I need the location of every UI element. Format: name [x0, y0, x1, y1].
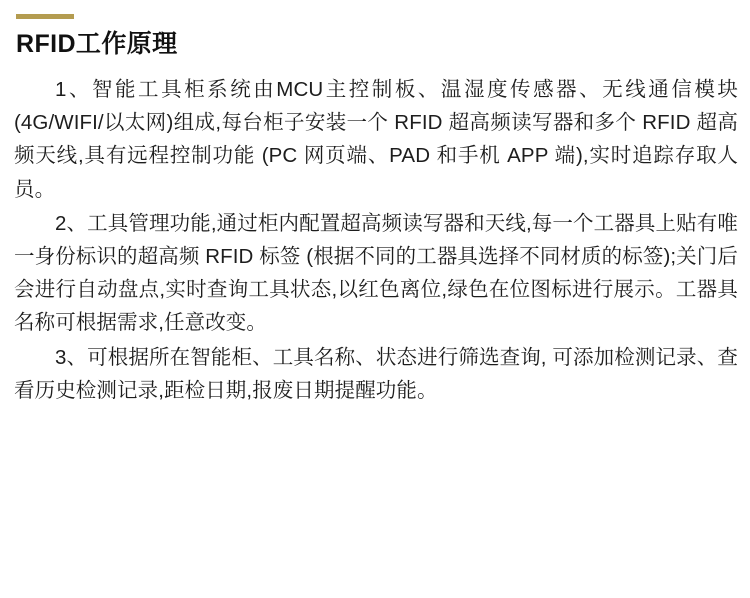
document-body [14, 73, 738, 407]
title-accent-rule [16, 14, 74, 19]
body-paragraph: 2、工具管理功能,通过柜内配置超高频读写器和天线,每一个工器具上贴有唯一身份标识的超高频 RFID 标签 (根据不同的工器具选择不同材质的标签);关门后会进行自动盘点,实时查询工具状态,以红色离位,绿色在位图标进行展示。工器具名称可根据需求,任意改变。 [14, 211, 738, 335]
page-title: RFID工作原理 [16, 30, 178, 58]
body-paragraph: 1、智能工具柜系统由MCU主控制板、温湿度传感器、无线通信模块(4G/WIFI/以太网)组成,每台柜子安装一个 RFID 超高频读写器和多个 RFID 超高频天线,具有远程控制功能 (PC 网页端、PAD 和手机 APP 端),实时追踪存取人员。 [14, 78, 738, 201]
body-paragraph: 3、可根据所在智能柜、工具名称、状态进行筛选查询, 可添加检测记录、查看历史检测记录,距检日期,报废日期提醒功能。 [14, 345, 738, 402]
document-page [0, 14, 750, 598]
